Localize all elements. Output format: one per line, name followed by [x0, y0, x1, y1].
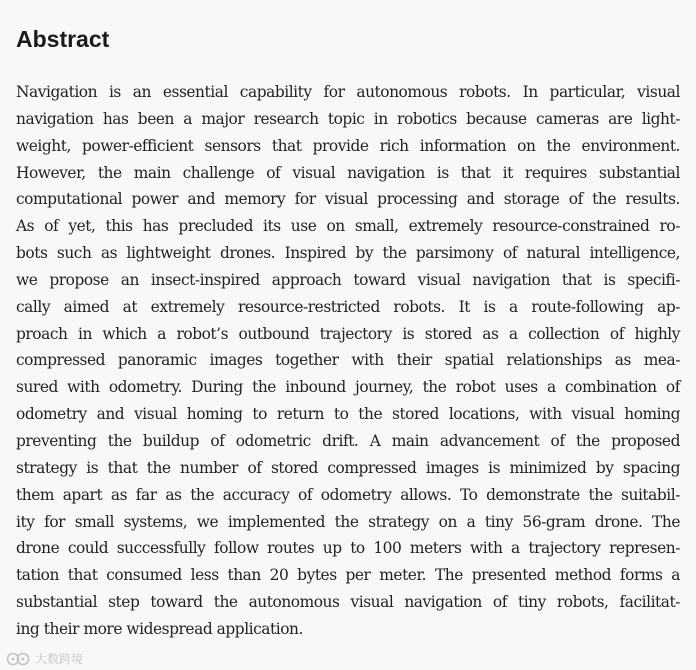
abstract-line: Navigation is an essential capability for autonomous robots. In particular, visual — [16, 83, 680, 101]
abstract-line: cally aimed at extremely resource-restricted robots. It is a route-following ap- — [16, 297, 680, 316]
abstract-heading: Abstract — [16, 26, 110, 52]
abstract-line: ing their more widespread application. — [16, 619, 303, 638]
abstract-line: navigation has been a major research topic in robotics because cameras are light- — [16, 109, 680, 128]
abstract-line: we propose an insect-inspired approach toward visual navigation that is specifi- — [16, 270, 680, 289]
abstract-line: computational power and memory for visual processing and storage of the results. — [16, 190, 680, 209]
abstract-line: bots such as lightweight drones. Inspired by the parsimony of natural intelligence, — [16, 244, 680, 263]
watermark-logo-icon — [6, 651, 32, 667]
abstract-body — [16, 79, 680, 643]
abstract-line: ity for small systems, we implemented the strategy on a tiny 56-gram drone. The — [16, 512, 680, 531]
abstract-line: strategy is that the number of stored compressed images is minimized by spacing — [16, 458, 680, 477]
watermark — [6, 650, 83, 667]
abstract-line: As of yet, this has precluded its use on small, extremely resource-constrained ro- — [16, 217, 680, 236]
watermark-text: 大数跨境 — [35, 652, 84, 666]
abstract-line: odometry and visual homing to return to the stored locations, with visual homing — [16, 405, 680, 424]
abstract-line: proach in which a robot’s outbound trajectory is stored as a collection of highly — [16, 324, 680, 343]
abstract-line: them apart as far as the accuracy of odometry allows. To demonstrate the suitabil- — [16, 485, 680, 504]
abstract-line: preventing the buildup of odometric drift. A main advancement of the proposed — [16, 431, 680, 450]
abstract-line: However, the main challenge of visual navigation is that it requires substantial — [16, 163, 680, 182]
abstract-line: tation that consumed less than 20 bytes per meter. The presented method forms a — [16, 566, 680, 585]
abstract-line: weight, power-efficient sensors that provide rich information on the environment. — [16, 136, 680, 155]
abstract-line: drone could successfully follow routes up to 100 meters with a trajectory represen- — [16, 539, 680, 558]
abstract-line: compressed panoramic images together with their spatial relationships as mea- — [16, 351, 680, 370]
abstract-line: substantial step toward the autonomous visual navigation of tiny robots, facilitat- — [16, 593, 680, 612]
abstract-line: sured with odometry. During the inbound journey, the robot uses a combination of — [16, 378, 680, 397]
